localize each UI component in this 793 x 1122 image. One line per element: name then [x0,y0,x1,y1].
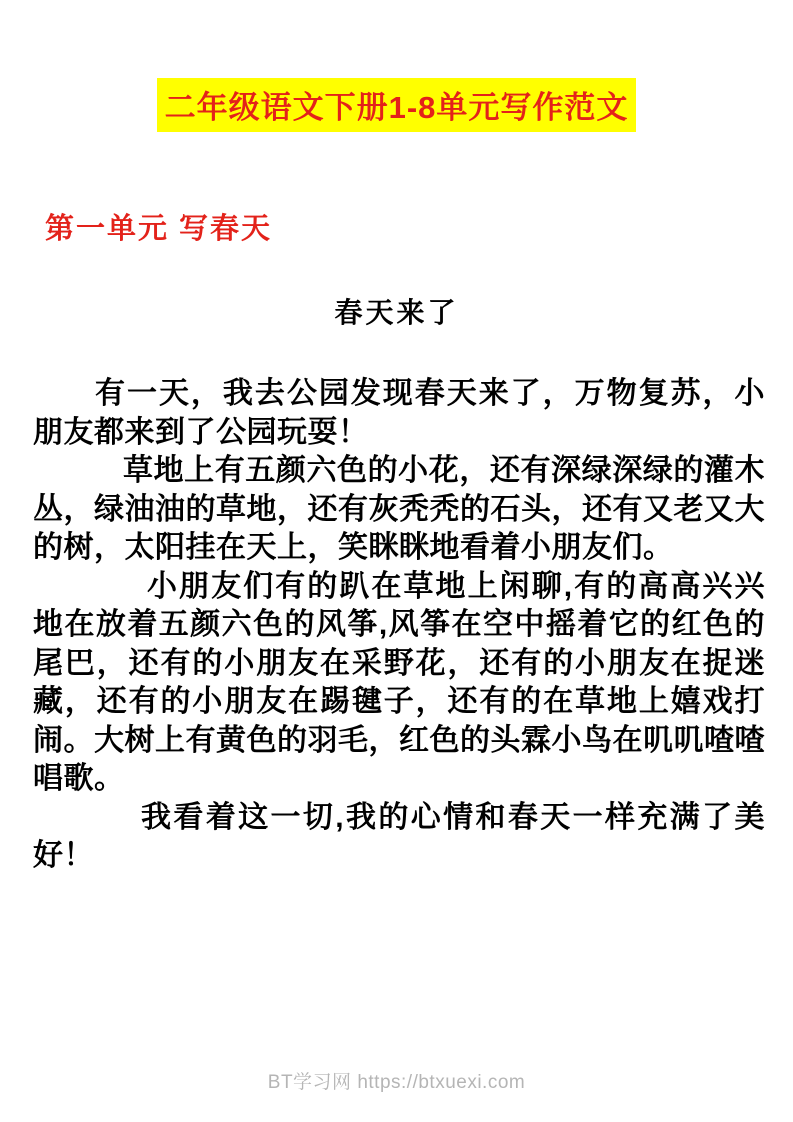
essay-paragraph: 草地上有五颜六色的小花，还有深绿深绿的灌木丛，绿油油的草地，还有灰秃秃的石头，还有又老又大的树，太阳挂在天上，笑眯眯地看着小朋友们。 [33,454,765,564]
essay-body [33,375,765,876]
essay-paragraph: 有一天，我去公园发现春天来了，万物复苏，小朋友都来到了公园玩耍！ [33,377,765,449]
footer-watermark: BT学习网 https://btxuexi.com [267,1072,526,1093]
essay-paragraph: 我看着这一切,我的心情和春天一样充满了美好！ [33,800,765,872]
essay-paragraph: 小朋友们有的趴在草地上闲聊,有的高高兴兴地在放着五颜六色的风筝,风筝在空中摇着它的红色的尾巴，还有的小朋友在采野花，还有的小朋友在捉迷藏，还有的小朋友在踢毽子，还有的在草地上嬉戏打闹。大树上有黄色的羽毛，红色的头霖小鸟在叽叽喳喳唱歌。 [33,569,765,795]
essay-title: 春天来了 [334,297,459,328]
section-heading: 第一单元 写春天 [45,213,273,245]
document-title: 二年级语文下册1-8单元写作范文 [157,78,637,132]
document-title-row [0,0,793,132]
